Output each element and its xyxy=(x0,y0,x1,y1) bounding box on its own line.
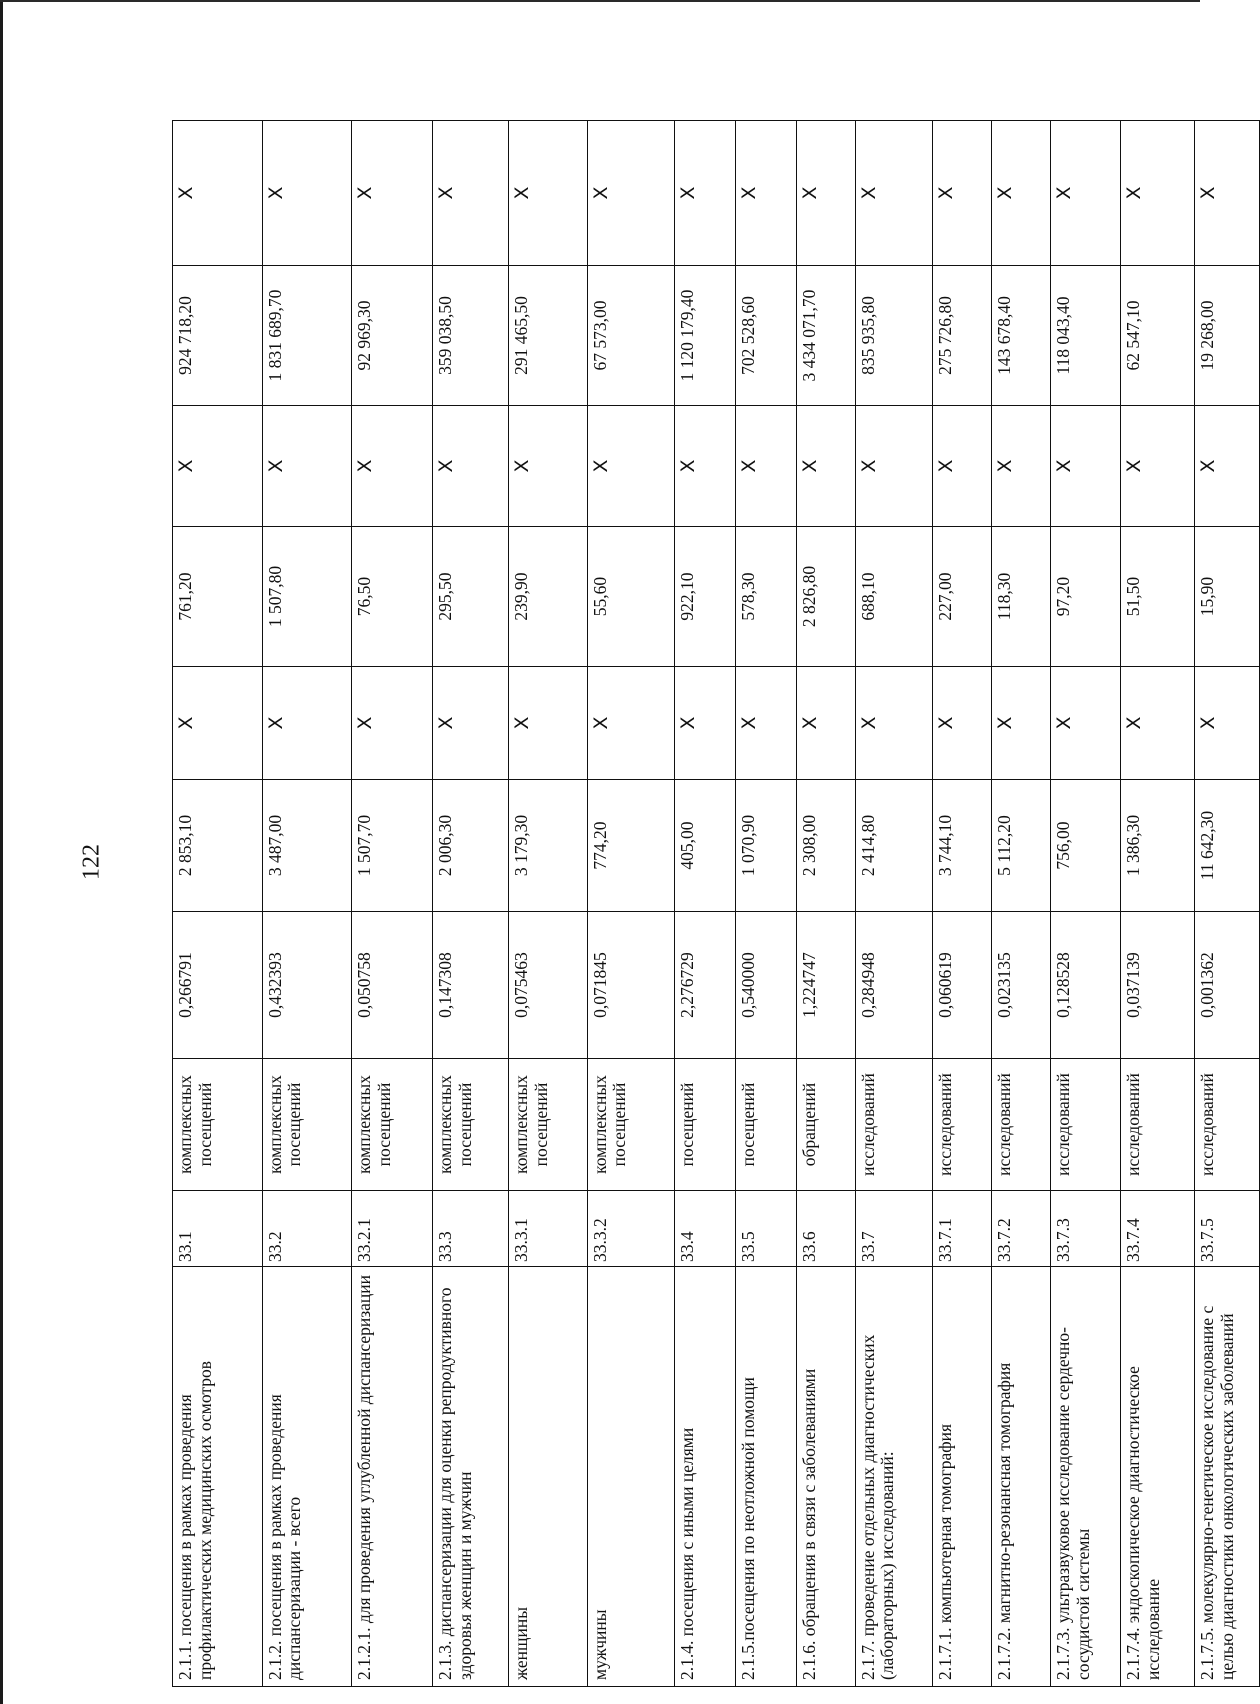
row-total-cell: 92 969,30 xyxy=(352,266,433,406)
row-x-mark-cell: X xyxy=(352,667,433,780)
row-unit-cell: комплексных посещений xyxy=(262,1059,352,1191)
row-x-mark-cell: X xyxy=(433,121,509,266)
row-norm-cell: 0,128528 xyxy=(1050,912,1120,1059)
row-code-cell: 33.7 xyxy=(855,1191,932,1267)
row-unit-cell: комплексных посещений xyxy=(352,1059,433,1191)
table-row xyxy=(674,121,735,1687)
row-x-mark-cell: X xyxy=(509,667,587,780)
row-x-mark-cell: X xyxy=(509,121,587,266)
row-x-mark-cell: X xyxy=(1121,121,1195,266)
row-x-mark-cell: X xyxy=(1121,406,1195,527)
table-row xyxy=(587,121,674,1687)
row-per-capita-cell: 578,30 xyxy=(736,527,796,667)
row-norm-cell: 0,071845 xyxy=(587,912,674,1059)
table-row xyxy=(991,121,1050,1687)
row-name-cell: 2.1.6. обращения в связи с заболеваниями xyxy=(796,1267,855,1687)
row-code-cell: 33.3.2 xyxy=(587,1191,674,1267)
row-x-mark-cell: X xyxy=(587,406,674,527)
row-x-mark-cell: X xyxy=(932,406,991,527)
row-name-cell: 2.1.7.3. ультразвуковое исследование сердечно-сосудистой системы xyxy=(1050,1267,1120,1687)
row-norm-cell: 0,050758 xyxy=(352,912,433,1059)
row-name-cell: 2.1.3. диспансеризации для оценки репродуктивного здоровья женщин и мужчин xyxy=(433,1267,509,1687)
row-per-capita-cell: 51,50 xyxy=(1121,527,1195,667)
row-x-mark-cell: X xyxy=(1195,667,1260,780)
row-x-mark-cell: X xyxy=(1195,406,1260,527)
row-code-cell: 33.7.5 xyxy=(1195,1191,1260,1267)
row-x-mark-cell: X xyxy=(796,667,855,780)
row-per-capita-cell: 239,90 xyxy=(509,527,587,667)
row-unit-cell: исследований xyxy=(1050,1059,1120,1191)
row-x-mark-cell: X xyxy=(262,121,352,266)
row-cost-cell: 3 744,10 xyxy=(932,780,991,912)
row-per-capita-cell: 55,60 xyxy=(587,527,674,667)
table-row xyxy=(736,121,796,1687)
row-norm-cell: 0,147308 xyxy=(433,912,509,1059)
row-norm-cell: 0,284948 xyxy=(855,912,932,1059)
row-unit-cell: комплексных посещений xyxy=(587,1059,674,1191)
row-name-cell: 2.1.7.2. магнитно-резонансная томография xyxy=(991,1267,1050,1687)
row-x-mark-cell: X xyxy=(736,406,796,527)
row-name-cell: 2.1.1. посещения в рамках проведения профилактических медицинских осмотров xyxy=(173,1267,263,1687)
row-x-mark-cell: X xyxy=(674,667,735,780)
row-code-cell: 33.7.1 xyxy=(932,1191,991,1267)
row-unit-cell: посещений xyxy=(736,1059,796,1191)
row-unit-cell: комплексных посещений xyxy=(173,1059,263,1191)
row-total-cell: 143 678,40 xyxy=(991,266,1050,406)
row-per-capita-cell: 227,00 xyxy=(932,527,991,667)
row-x-mark-cell: X xyxy=(855,667,932,780)
row-name-cell: 2.1.7.5. молекулярно-генетическое исследование с целью диагностики онкологических заболеваний xyxy=(1195,1267,1260,1687)
row-x-mark-cell: X xyxy=(262,406,352,527)
table-row xyxy=(509,121,587,1687)
row-x-mark-cell: X xyxy=(173,121,263,266)
row-norm-cell: 0,060619 xyxy=(932,912,991,1059)
row-x-mark-cell: X xyxy=(736,121,796,266)
row-code-cell: 33.7.4 xyxy=(1121,1191,1195,1267)
row-per-capita-cell: 295,50 xyxy=(433,527,509,667)
table-row xyxy=(932,121,991,1687)
row-code-cell: 33.3 xyxy=(433,1191,509,1267)
row-cost-cell: 1 070,90 xyxy=(736,780,796,912)
row-x-mark-cell: X xyxy=(173,667,263,780)
row-x-mark-cell: X xyxy=(433,406,509,527)
row-x-mark-cell: X xyxy=(1121,667,1195,780)
row-cost-cell: 3 179,30 xyxy=(509,780,587,912)
row-x-mark-cell: X xyxy=(674,406,735,527)
page-number: 122 xyxy=(78,844,105,880)
row-per-capita-cell: 97,20 xyxy=(1050,527,1120,667)
row-norm-cell: 0,075463 xyxy=(509,912,587,1059)
row-norm-cell: 0,432393 xyxy=(262,912,352,1059)
row-cost-cell: 2 006,30 xyxy=(433,780,509,912)
row-x-mark-cell: X xyxy=(1050,667,1120,780)
data-table xyxy=(172,120,1260,1687)
row-norm-cell: 0,001362 xyxy=(1195,912,1260,1059)
row-x-mark-cell: X xyxy=(796,121,855,266)
row-x-mark-cell: X xyxy=(173,406,263,527)
row-x-mark-cell: X xyxy=(991,667,1050,780)
row-x-mark-cell: X xyxy=(736,667,796,780)
row-cost-cell: 3 487,00 xyxy=(262,780,352,912)
row-per-capita-cell: 15,90 xyxy=(1195,527,1260,667)
scan-border-top xyxy=(0,0,1200,2)
row-name-cell: 2.1.2.1. для проведения углубленной диспансеризации xyxy=(352,1267,433,1687)
row-code-cell: 33.3.1 xyxy=(509,1191,587,1267)
row-total-cell: 291 465,50 xyxy=(509,266,587,406)
row-code-cell: 33.4 xyxy=(674,1191,735,1267)
row-unit-cell: исследований xyxy=(855,1059,932,1191)
row-per-capita-cell: 761,20 xyxy=(173,527,263,667)
row-norm-cell: 0,037139 xyxy=(1121,912,1195,1059)
row-per-capita-cell: 118,30 xyxy=(991,527,1050,667)
row-cost-cell: 774,20 xyxy=(587,780,674,912)
table-row xyxy=(433,121,509,1687)
row-x-mark-cell: X xyxy=(855,406,932,527)
row-total-cell: 3 434 071,70 xyxy=(796,266,855,406)
row-name-cell: 2.1.5.посещения по неотложной помощи xyxy=(736,1267,796,1687)
row-total-cell: 702 528,60 xyxy=(736,266,796,406)
row-name-cell: женщины xyxy=(509,1267,587,1687)
row-total-cell: 924 718,20 xyxy=(173,266,263,406)
table-row xyxy=(1050,121,1120,1687)
row-x-mark-cell: X xyxy=(587,121,674,266)
row-code-cell: 33.6 xyxy=(796,1191,855,1267)
row-unit-cell: посещений xyxy=(674,1059,735,1191)
row-x-mark-cell: X xyxy=(932,121,991,266)
row-cost-cell: 11 642,30 xyxy=(1195,780,1260,912)
rotated-table-container xyxy=(172,121,1260,1687)
row-x-mark-cell: X xyxy=(262,667,352,780)
row-total-cell: 359 038,50 xyxy=(433,266,509,406)
row-name-cell: 2.1.7. проведение отдельных диагностических (лабораторных) исследований: xyxy=(855,1267,932,1687)
table-row xyxy=(173,121,263,1687)
row-total-cell: 19 268,00 xyxy=(1195,266,1260,406)
row-code-cell: 33.1 xyxy=(173,1191,263,1267)
row-norm-cell: 0,540000 xyxy=(736,912,796,1059)
row-x-mark-cell: X xyxy=(796,406,855,527)
row-total-cell: 67 573,00 xyxy=(587,266,674,406)
table-row xyxy=(855,121,932,1687)
row-cost-cell: 756,00 xyxy=(1050,780,1120,912)
row-name-cell: 2.1.4. посещения с иными целями xyxy=(674,1267,735,1687)
row-norm-cell: 0,023135 xyxy=(991,912,1050,1059)
row-per-capita-cell: 688,10 xyxy=(855,527,932,667)
row-total-cell: 275 726,80 xyxy=(932,266,991,406)
row-cost-cell: 1 386,30 xyxy=(1121,780,1195,912)
row-unit-cell: исследований xyxy=(932,1059,991,1191)
row-x-mark-cell: X xyxy=(674,121,735,266)
row-code-cell: 33.2 xyxy=(262,1191,352,1267)
row-total-cell: 118 043,40 xyxy=(1050,266,1120,406)
row-per-capita-cell: 2 826,80 xyxy=(796,527,855,667)
row-cost-cell: 2 308,00 xyxy=(796,780,855,912)
row-total-cell: 835 935,80 xyxy=(855,266,932,406)
row-unit-cell: комплексных посещений xyxy=(433,1059,509,1191)
row-cost-cell: 5 112,20 xyxy=(991,780,1050,912)
row-name-cell: 2.1.7.1. компьютерная томография xyxy=(932,1267,991,1687)
row-x-mark-cell: X xyxy=(509,406,587,527)
row-cost-cell: 2 414,80 xyxy=(855,780,932,912)
row-x-mark-cell: X xyxy=(352,121,433,266)
row-code-cell: 33.2.1 xyxy=(352,1191,433,1267)
row-code-cell: 33.7.3 xyxy=(1050,1191,1120,1267)
row-x-mark-cell: X xyxy=(991,121,1050,266)
row-x-mark-cell: X xyxy=(1050,121,1120,266)
row-cost-cell: 1 507,70 xyxy=(352,780,433,912)
table-row xyxy=(352,121,433,1687)
scan-border-left xyxy=(0,0,3,1704)
row-per-capita-cell: 922,10 xyxy=(674,527,735,667)
row-name-cell: 2.1.2. посещения в рамках проведения диспансеризации - всего xyxy=(262,1267,352,1687)
row-cost-cell: 405,00 xyxy=(674,780,735,912)
row-code-cell: 33.7.2 xyxy=(991,1191,1050,1267)
table-row xyxy=(1195,121,1260,1687)
row-total-cell: 1 831 689,70 xyxy=(262,266,352,406)
row-x-mark-cell: X xyxy=(855,121,932,266)
table-body xyxy=(173,121,1260,1687)
row-unit-cell: исследований xyxy=(991,1059,1050,1191)
row-cost-cell: 2 853,10 xyxy=(173,780,263,912)
row-name-cell: 2.1.7.4. эндоскопическое диагностическое исследование xyxy=(1121,1267,1195,1687)
row-x-mark-cell: X xyxy=(352,406,433,527)
row-total-cell: 1 120 179,40 xyxy=(674,266,735,406)
row-code-cell: 33.5 xyxy=(736,1191,796,1267)
row-per-capita-cell: 1 507,80 xyxy=(262,527,352,667)
row-x-mark-cell: X xyxy=(991,406,1050,527)
row-norm-cell: 1,224747 xyxy=(796,912,855,1059)
row-unit-cell: исследований xyxy=(1195,1059,1260,1191)
row-x-mark-cell: X xyxy=(932,667,991,780)
row-unit-cell: исследований xyxy=(1121,1059,1195,1191)
row-per-capita-cell: 76,50 xyxy=(352,527,433,667)
row-x-mark-cell: X xyxy=(587,667,674,780)
row-x-mark-cell: X xyxy=(1195,121,1260,266)
table-row xyxy=(1121,121,1195,1687)
row-unit-cell: обращений xyxy=(796,1059,855,1191)
row-x-mark-cell: X xyxy=(433,667,509,780)
row-norm-cell: 0,266791 xyxy=(173,912,263,1059)
row-norm-cell: 2,276729 xyxy=(674,912,735,1059)
table-row xyxy=(262,121,352,1687)
row-total-cell: 62 547,10 xyxy=(1121,266,1195,406)
row-name-cell: мужчины xyxy=(587,1267,674,1687)
row-x-mark-cell: X xyxy=(1050,406,1120,527)
table-row xyxy=(796,121,855,1687)
row-unit-cell: комплексных посещений xyxy=(509,1059,587,1191)
